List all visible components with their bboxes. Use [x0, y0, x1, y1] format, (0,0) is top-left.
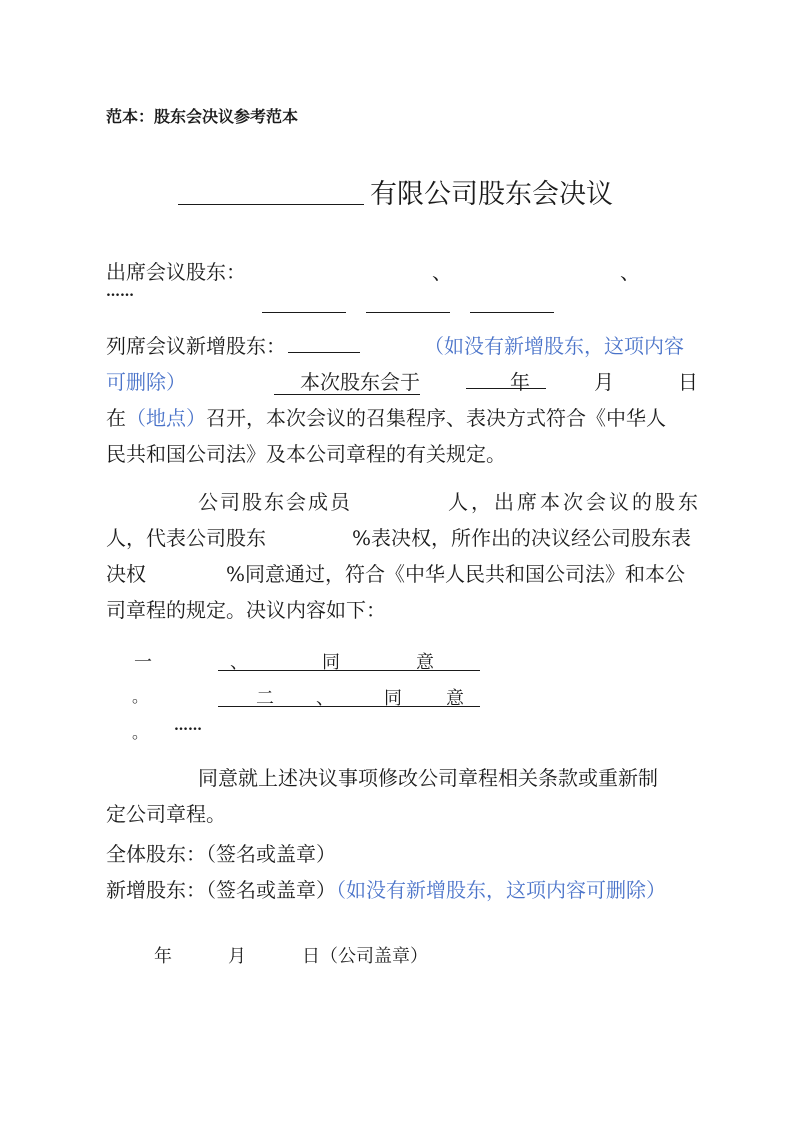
new-shareholders-label: 列席会议新增股东：	[106, 334, 286, 358]
new-shareholders-signature-label: 新增股东：（签名或盖章）	[106, 878, 336, 902]
resolution-1-line	[218, 670, 480, 671]
attendees-sep-1: 、	[432, 260, 452, 284]
attendee-blank-1	[262, 312, 346, 313]
header-label: 范本：股东会决议参考范本	[106, 107, 299, 126]
meeting-place: （地点）	[126, 406, 206, 430]
meeting-day: 日	[678, 370, 698, 394]
quorum-pass: %同意通过，符合《中华人民共和国公司法》和本公	[226, 562, 686, 586]
attendees-ellipsis: ……	[106, 284, 134, 300]
new-shareholder-blank	[288, 352, 360, 353]
resolution-1-number: 一	[134, 652, 152, 673]
resolution-1-agree-b: 意	[416, 652, 434, 673]
resolution-2-agree-a: 同	[384, 688, 402, 709]
new-shareholders-note: （如没有新增股东，这项内容	[424, 334, 684, 358]
resolution-2-number: 二	[256, 688, 274, 709]
attendees-label: 出席会议股东：	[106, 260, 246, 284]
attendees-sep-2: 、	[620, 260, 640, 284]
meeting-at: 在	[106, 406, 126, 430]
charter-line-2: 定公司章程。	[106, 802, 226, 826]
attendee-blank-3	[470, 312, 554, 313]
meeting-rest: 召开，本次会议的召集程序、表决方式符合《中华人	[206, 406, 666, 430]
resolution-2-period: 。	[132, 723, 149, 742]
date-month: 月	[228, 946, 246, 967]
meeting-compliance: 民共和国公司法》及本公司章程的有关规定。	[106, 442, 506, 466]
quorum-represent: 人，代表公司股东	[106, 526, 266, 550]
meeting-at-line	[106, 400, 666, 436]
meeting-month: 月	[594, 370, 614, 394]
date-year: 年	[154, 946, 172, 967]
quorum-percent: %表决权，所作出的决议经公司股东表	[352, 526, 692, 550]
resolution-2-line	[218, 706, 480, 707]
new-shareholders-signature	[106, 872, 666, 908]
new-shareholders-signature-note: （如没有新增股东，这项内容可删除）	[336, 878, 666, 902]
date-day-seal: 日（公司盖章）	[302, 946, 428, 967]
meeting-held-on-text: 本次股东会于	[274, 370, 420, 395]
quorum-vote: 决权	[106, 562, 146, 586]
new-shareholders-note-cont: 可删除）	[106, 370, 186, 394]
resolution-1-period: 。	[132, 687, 149, 706]
attendee-blank-2	[366, 312, 450, 313]
charter-line-1: 同意就上述决议事项修改公司章程相关条款或重新制	[198, 766, 658, 790]
resolution-2-sep: 、	[316, 688, 334, 709]
quorum-members: 公司股东会成员	[198, 490, 352, 514]
resolution-1-sep: 、	[230, 652, 248, 673]
meeting-year: 年	[510, 370, 530, 394]
resolution-2-agree-b: 意	[446, 688, 464, 709]
resolution-1-agree-a: 同	[322, 652, 340, 673]
all-shareholders-signature: 全体股东：（签名或盖章）	[106, 842, 336, 866]
quorum-content-intro: 司章程的规定。决议内容如下：	[106, 598, 386, 622]
resolutions-more: ……	[174, 718, 202, 734]
meeting-date-blank	[466, 388, 546, 389]
document-title: 有限公司股东会决议	[370, 179, 613, 210]
quorum-attending: 人，出席本次会议的股东	[448, 490, 701, 514]
meeting-held-on	[274, 364, 420, 400]
company-name-blank	[178, 204, 364, 205]
